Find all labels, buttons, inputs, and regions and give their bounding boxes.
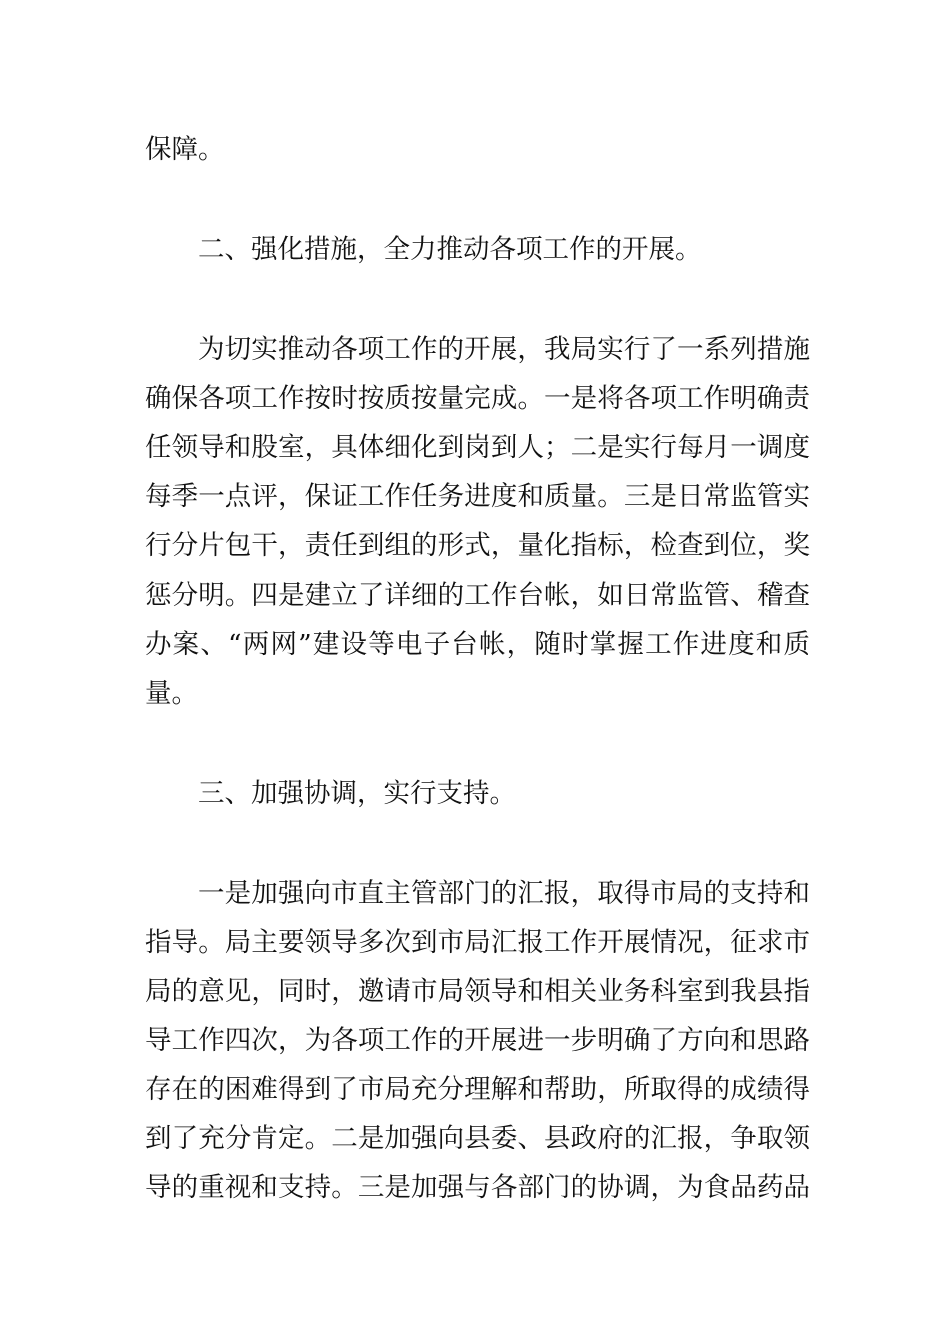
paragraph-line: 存在的困难得到了市局充分理解和帮助，所取得的成绩得	[145, 1074, 810, 1105]
paragraph-line: 到了充分肯定。二是加强向县委、县政府的汇报，争取领	[145, 1123, 810, 1154]
paragraph-line: 导的重视和支持。三是加强与各部门的协调，为食品药品	[145, 1172, 810, 1203]
paragraph-line: 确保各项工作按时按质按量完成。一是将各项工作明确责	[145, 383, 810, 414]
section-heading: 三、加强协调，实行支持。	[198, 778, 516, 809]
paragraph-line: 指导。局主要领导多次到市局汇报工作开展情况，征求市	[145, 927, 810, 958]
paragraph-line: 局的意见，同时，邀请市局领导和相关业务科室到我县指	[145, 976, 810, 1007]
paragraph-line: 导工作四次，为各项工作的开展进一步明确了方向和思路	[145, 1025, 810, 1056]
paragraph-line: 每季一点评，保证工作任务进度和质量。三是日常监管实	[145, 481, 810, 512]
paragraph-line: 保障。	[145, 134, 225, 165]
paragraph-line: 惩分明。四是建立了详细的工作台帐，如日常监管、稽查	[145, 580, 810, 611]
paragraph-line: 为切实推动各项工作的开展，我局实行了一系列措施	[198, 334, 810, 365]
paragraph-line: 行分片包干，责任到组的形式，量化指标，检查到位，奖	[145, 530, 810, 561]
paragraph-line: 办案、“两网”建设等电子台帐，随时掌握工作进度和质	[145, 629, 810, 660]
paragraph-line: 一是加强向市直主管部门的汇报，取得市局的支持和	[198, 878, 810, 909]
paragraph-line: 量。	[145, 678, 198, 709]
section-heading: 二、强化措施，全力推动各项工作的开展。	[198, 234, 702, 265]
paragraph-line: 任领导和股室，具体细化到岗到人；二是实行每月一调度	[145, 432, 810, 463]
